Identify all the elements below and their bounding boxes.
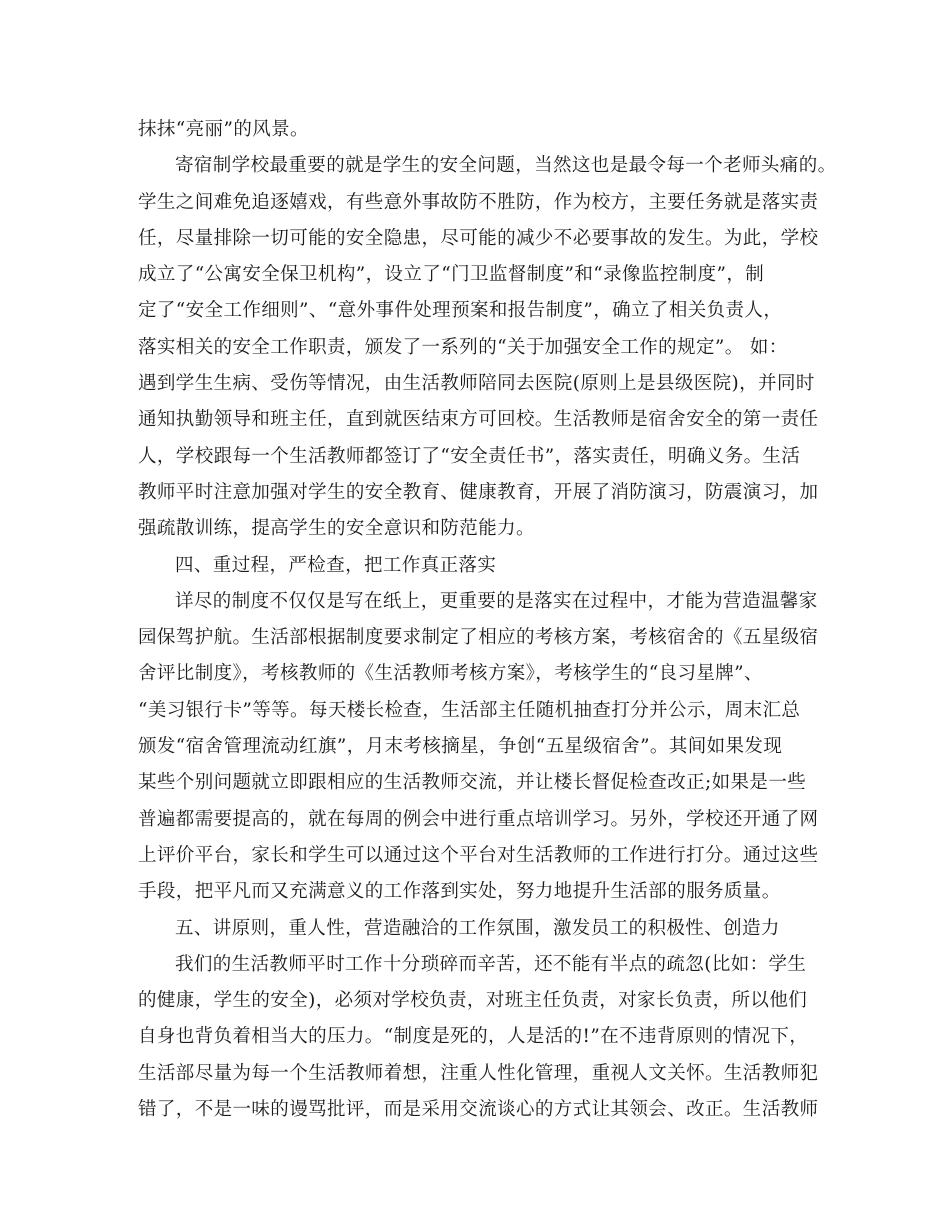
text-line: 定了“安全工作细则”、“意外事件处理预案和报告制度”，确立了相关负责人，: [138, 300, 783, 322]
text-line: 学生之间难免追逐嬉戏，有些意外事故防不胜防，作为校方，主要任务就是落实责: [138, 191, 819, 213]
text-line: 详尽的制度不仅仅是写在纸上，更重要的是落实在过程中，才能为营造温馨家: [175, 590, 818, 612]
body-text: [138, 112, 837, 1128]
text-line: 任，尽量排除一切可能的安全隐患，尽可能的减少不必要事故的发生。为此，学校: [138, 227, 819, 249]
text-line: 抹抹“亮丽”的风景。: [138, 119, 309, 140]
text-line: 颁发“宿舍管理流动红旗”，月末考核摘星，争创“五星级宿舍”。其间如果发现: [138, 736, 783, 758]
text-line: 遇到学生生病、受伤等情况，由生活教师陪同去医院(原则上是县级医院)，并同时: [138, 373, 815, 395]
text-line: 手段，把平凡而又充满意义的工作落到实处，努力地提升生活部的服务质量。: [138, 881, 781, 903]
text-line: 舍评比制度》，考核教师的《生活教师考核方案》，考核学生的“良习星牌”、: [138, 663, 763, 685]
text-line: 自身也背负着相当大的压力。“制度是死的，人是活的!”在不违背原则的情况下，: [138, 1026, 809, 1048]
text-line: 寄宿制学校最重要的就是学生的安全问题，当然这也是最令每一个老师头痛的。: [175, 155, 837, 177]
section-heading: 五、讲原则，重人性，营造融洽的工作氛围，激发员工的积极性、创造力: [175, 917, 780, 939]
text-line: 成立了“公寓安全保卫机构”，设立了“门卫监督制度”和“录像监控制度”，制: [138, 264, 765, 286]
text-line: 强疏散训练，提高学生的安全意识和防范能力。: [138, 518, 535, 540]
text-line: 教师平时注意加强对学生的安全教育、健康教育，开展了消防演习，防震演习，加: [138, 481, 819, 503]
text-line: “美习银行卡”等等。每天楼长检查，生活部主任随机抽查打分并公示，周末汇总: [138, 699, 801, 721]
text-line: 普遍都需要提高的，就在每周的例会中进行重点培训学习。另外，学校还开通了网: [138, 808, 819, 830]
text-line: 落实相关的安全工作职责，颁发了一系列的“关于加强安全工作的规定”。 如：: [138, 336, 788, 358]
text-line: 通知执勤领导和班主任，直到就医结束方可回校。生活教师是宿舍安全的第一责任: [138, 409, 819, 431]
text-line: 某些个别问题就立即跟相应的生活教师交流，并让楼长督促检查改正;如果是一些: [138, 772, 807, 794]
text-line: 生活部尽量为每一个生活教师着想，注重人性化管理，重视人文关怀。生活教师犯: [138, 1062, 819, 1084]
text-line: 人，学校跟每一个生活教师都签订了“安全责任书”，落实责任，明确义务。生活: [138, 445, 801, 467]
text-line: 我们的生活教师平时工作十分琐碎而辛苦，还不能有半点的疏忽(比如：学生: [175, 953, 807, 975]
section-heading: 四、重过程，严检查，把工作真正落实: [175, 554, 497, 576]
text-line: 错了，不是一味的谩骂批评，而是采用交流谈心的方式让其领会、改正。生活教师: [138, 1099, 819, 1121]
text-line: 的健康，学生的安全)，必须对学校负责，对班主任负责，对家长负责，所以他们: [138, 990, 808, 1012]
text-line: 上评价平台，家长和学生可以通过这个平台对生活教师的工作进行打分。通过这些: [138, 844, 819, 866]
text-line: 园保驾护航。生活部根据制度要求制定了相应的考核方案，考核宿舍的《五星级宿: [138, 627, 819, 649]
